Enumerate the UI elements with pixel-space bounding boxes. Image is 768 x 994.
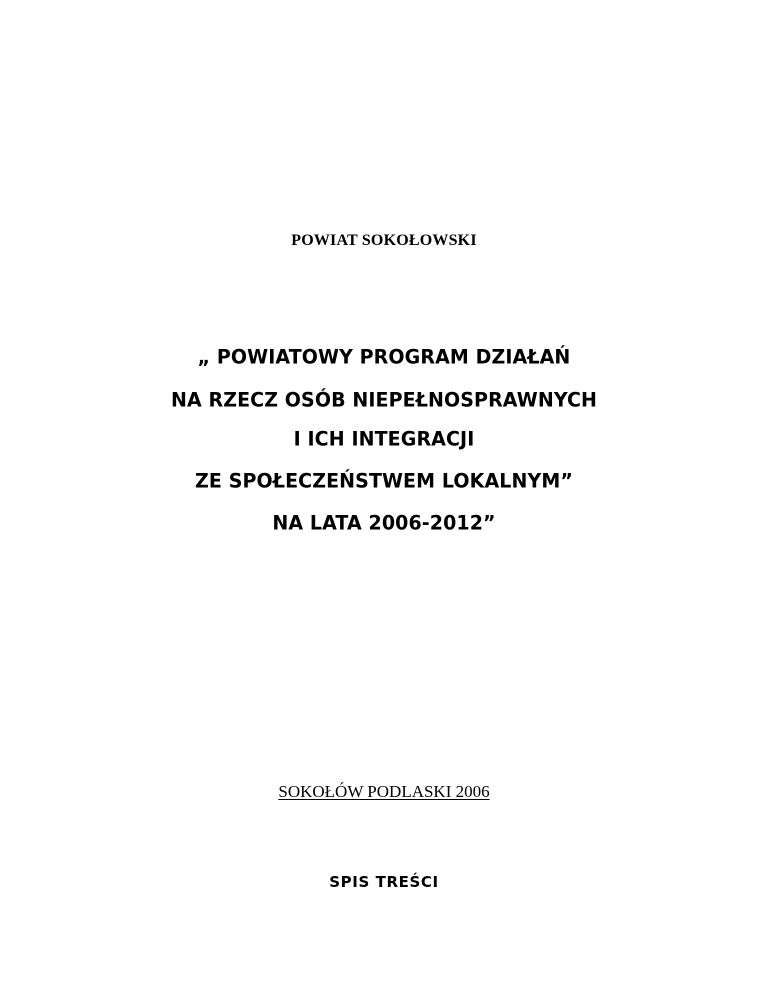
title-line-1: „ POWIATOWY PROGRAM DZIAŁAŃ (197, 345, 571, 369)
title-line-4: ZE SPOŁECZEŃSTWEM LOKALNYM” (195, 469, 573, 493)
place-and-year: SOKOŁÓW PODLASKI 2006 (278, 782, 490, 801)
title-line-5: NA LATA 2006-2012” (272, 511, 496, 535)
table-of-contents-heading: SPIS TREŚCI (329, 873, 439, 891)
title-line-2: NA RZECZ OSÓB NIEPEŁNOSPRAWNYCH (170, 388, 598, 412)
title-line-3: I ICH INTEGRACJI (293, 427, 475, 451)
district-header: POWIAT SOKOŁOWSKI (291, 232, 477, 249)
